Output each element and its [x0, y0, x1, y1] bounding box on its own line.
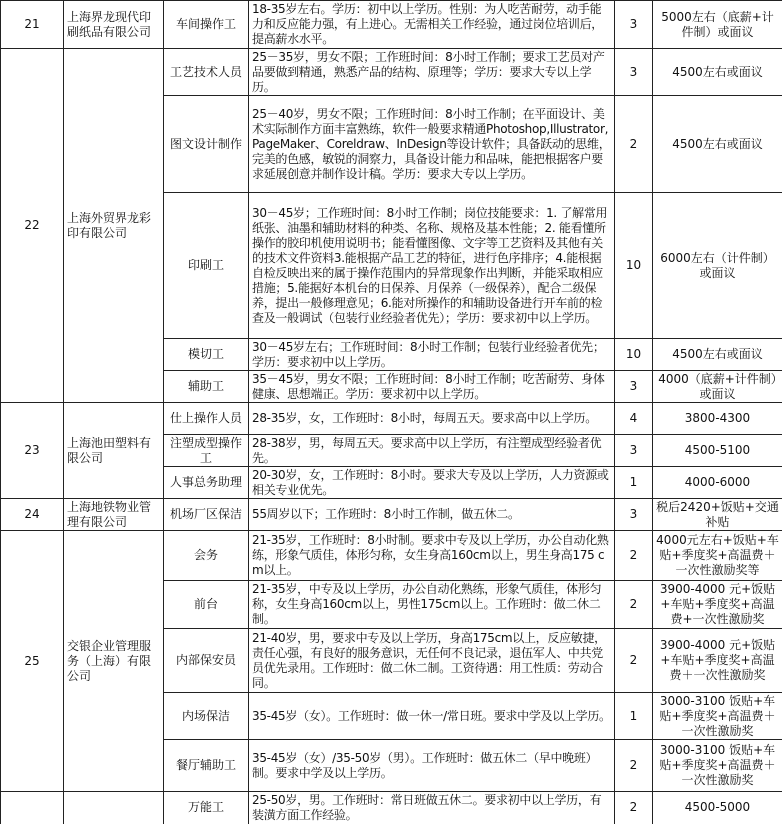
hiring-count: 10 — [615, 193, 653, 339]
hiring-count: 3 — [615, 435, 653, 467]
position-requirements: 25－35岁，男女不限；工作班时间：8小时工作制；要求工艺员对产品要做到精通，熟悉产品的结构、原理等；学历：要求大专以上学历。 — [249, 49, 615, 96]
salary: 4500-5000 — [653, 792, 782, 824]
salary: 3000-3100 饭贴+车贴+季度奖+高温费＋一次性激励奖 — [653, 693, 782, 740]
hiring-count: 1 — [615, 693, 653, 740]
serial-number: 22 — [1, 49, 64, 403]
hiring-count: 2 — [615, 531, 653, 581]
table-row — [1, 49, 782, 96]
position-requirements: 30－45岁左右；工作班时间：8小时工作制；包装行业经验者优先；学历：要求初中以上学历。 — [249, 339, 615, 371]
table-row — [1, 403, 782, 435]
position-requirements: 30－45岁；工作班时间：8小时工作制；岗位技能要求：1. 了解常用纸张、油墨和辅助材料的种类、名称、规格及基本性能；2. 能看懂所操作的胶印机使用说明书；能看懂图像、文字等工艺资料及其他有关的技术文件资料3.能根据产品工艺的特征，进行色序排序；4.能根据自检反映出来的属于操作范围内的异常现象作出判断，并能采取相应措施；5.能据好本机台的日保养、月保养（一级保养），配合二级保养，提出一般修理意见；6.能对所操作的和辅助设备进行开车前的检查及一般调试（包装行业经验者优先）；学历：要求初中以上学历。 — [249, 193, 615, 339]
position-name: 辅助工 — [164, 371, 249, 403]
position-name: 餐厅辅助工 — [164, 740, 249, 792]
position-name: 注塑成型操作工 — [164, 435, 249, 467]
position-requirements: 21-35岁，工作班时：8小时制。要求中专及以上学历，办公自动化熟练，形象气质佳，体形匀称，女生身高160cm以上，男生身高175 cm以上。 — [249, 531, 615, 581]
hiring-count: 2 — [615, 792, 653, 824]
company-name: 上海界龙现代印刷纸品有限公司 — [64, 1, 164, 49]
hiring-count: 3 — [615, 499, 653, 531]
hiring-count: 2 — [615, 629, 653, 693]
position-requirements: 18-35岁左右。学历：初中以上学历。性别：为人吃苦耐劳，动手能力和反应能力强，有上进心。无需相关工作经验，通过岗位培训后，提高薪水水平。 — [249, 1, 615, 49]
company-name: 上海外贸界龙彩印有限公司 — [64, 49, 164, 403]
position-name: 人事总务助理 — [164, 467, 249, 499]
salary: 3900-4000 元+饭贴+车贴+季度奖+高温费+一次性激励奖 — [653, 581, 782, 629]
salary: 3900-4000 元+饭贴+车贴+季度奖+高温费＋一次性激励奖 — [653, 629, 782, 693]
position-requirements: 25-50岁，男。工作班时：常日班做五休二。要求初中以上学历，有装潢方面工作经验。 — [249, 792, 615, 824]
company-name: 交银企业管理服务（上海）有限公司 — [64, 531, 164, 792]
hiring-count: 3 — [615, 1, 653, 49]
position-name: 内场保洁 — [164, 693, 249, 740]
salary: 4500左右或面议 — [653, 49, 782, 96]
hiring-count: 3 — [615, 49, 653, 96]
position-name: 图文设计制作 — [164, 96, 249, 193]
hiring-count: 1 — [615, 467, 653, 499]
salary: 4500左右或面议 — [653, 339, 782, 371]
table-row — [1, 1, 782, 49]
salary: 3000-3100 饭贴+车贴+季度奖+高温费＋一次性激励奖 — [653, 740, 782, 792]
hiring-count: 4 — [615, 403, 653, 435]
position-name: 万能工 — [164, 792, 249, 824]
position-requirements: 20-30岁，女，工作班时：8小时。要求大专及以上学历，人力资源或相关专业优先。 — [249, 467, 615, 499]
position-name: 内部保安员 — [164, 629, 249, 693]
salary: 6000左右（计件制）或面议 — [653, 193, 782, 339]
position-name: 仕上操作人员 — [164, 403, 249, 435]
serial-number: 25 — [1, 531, 64, 792]
position-name: 车间操作工 — [164, 1, 249, 49]
salary: 税后2420+饭贴+交通补贴 — [653, 499, 782, 531]
position-requirements: 35－45岁，男女不限；工作班时间：8小时工作制；吃苦耐劳、身体健康、思想端正。学历：要求初中以上学历。 — [249, 371, 615, 403]
position-requirements: 28-38岁，男，每周五天。要求高中以上学历，有注塑成型经验者优先。 — [249, 435, 615, 467]
table-row — [1, 499, 782, 531]
position-requirements: 21-40岁，男，要求中专及以上学历，身高175cm以上，反应敏捷，责任心强，有良好的服务意识，无任何不良记录，退伍军人、中共党员优先录用。工作班时：做二休二制。工资待遇：用工性质：劳动合同。 — [249, 629, 615, 693]
serial-number: 24 — [1, 499, 64, 531]
salary: 4500左右或面议 — [653, 96, 782, 193]
position-requirements: 55周岁以下；工作班时：8小时工作制，做五休二。 — [249, 499, 615, 531]
hiring-count: 3 — [615, 371, 653, 403]
position-name: 会务 — [164, 531, 249, 581]
position-requirements: 25－40岁，男女不限；工作班时间：8小时工作制；在平面设计、美术实际制作方面丰富熟练，软件一般要求精通Photoshop,Illustrator,PageMaker、Coreldraw、InDesign等设计软件；具备跃动的思维，完美的色感，敏锐的洞察力，具备设计能力和品味，能把根据客户要求延展创意并制作设计稿。学历：要求大专以上学历。 — [249, 96, 615, 193]
company-name: 上海地铁物业管理有限公司 — [64, 499, 164, 531]
salary: 4000元左右+饭贴+车贴+季度奖+高温费＋一次性激励奖等 — [653, 531, 782, 581]
serial-number: 23 — [1, 403, 64, 499]
position-name: 机场厂区保洁 — [164, 499, 249, 531]
position-requirements: 21-35岁，中专及以上学历，办公自动化熟练，形象气质佳，体形匀称，女生身高160cm以上，男性175cm以上。工作班时：做二休二制。 — [249, 581, 615, 629]
table-row — [1, 531, 782, 581]
company-name: 上海池田塑料有限公司 — [64, 403, 164, 499]
position-requirements: 35-45岁（女）。工作班时：做一休一/常日班。要求中学及以上学历。 — [249, 693, 615, 740]
salary: 4500-5100 — [653, 435, 782, 467]
hiring-count: 2 — [615, 581, 653, 629]
position-name: 工艺技术人员 — [164, 49, 249, 96]
salary: 5000左右（底薪+计件制）或面议 — [653, 1, 782, 49]
position-requirements: 28-35岁，女，工作班时：8小时，每周五天。要求高中以上学历。 — [249, 403, 615, 435]
salary: 4000-6000 — [653, 467, 782, 499]
hiring-count: 2 — [615, 740, 653, 792]
salary: 3800-4300 — [653, 403, 782, 435]
position-requirements: 35-45岁（女）/35-50岁（男）。工作班时：做五休二（早中晚班）制。要求中学及以上学历。 — [249, 740, 615, 792]
hiring-count: 2 — [615, 96, 653, 193]
position-name: 模切工 — [164, 339, 249, 371]
serial-number: 21 — [1, 1, 64, 49]
salary: 4000（底薪+计件制）或面议 — [653, 371, 782, 403]
position-name: 印刷工 — [164, 193, 249, 339]
position-name: 前台 — [164, 581, 249, 629]
hiring-count: 10 — [615, 339, 653, 371]
